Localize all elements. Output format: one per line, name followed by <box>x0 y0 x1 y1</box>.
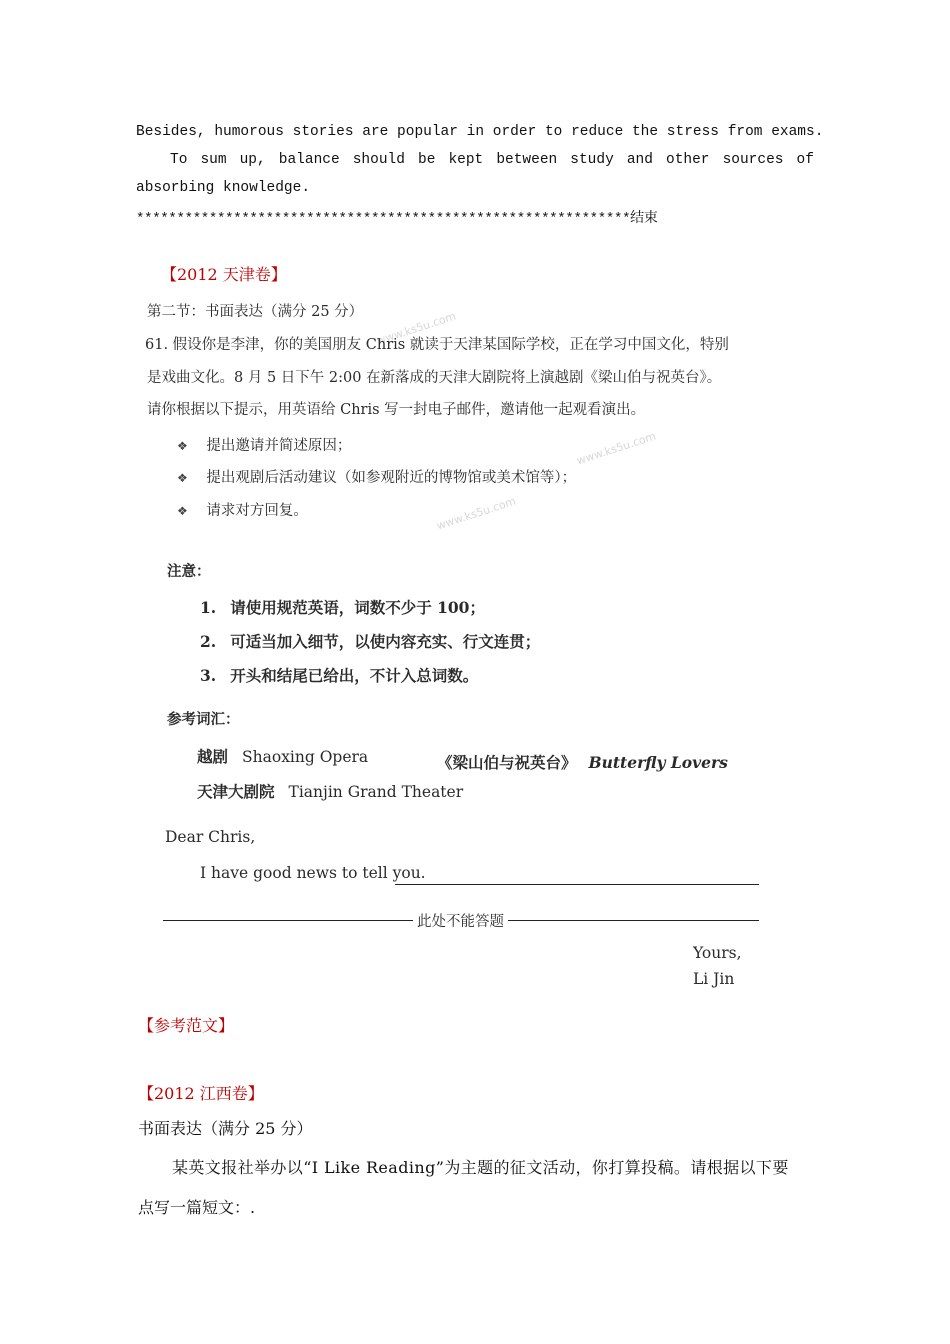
word: of <box>796 152 814 168</box>
hint-item: ❖ 提出邀请并简述原因； <box>177 438 352 454</box>
note-item: 2. 可适当加入细节，以使内容充实、行文连贯； <box>200 632 541 651</box>
section-title: 第二节：书面表达（满分 25 分） <box>147 304 364 320</box>
sample-essay-heading: 【参考范文】 <box>138 1016 235 1035</box>
letter-opening: I have good news to tell you. <box>200 864 426 882</box>
watermark: www.ks5u.com <box>435 494 518 533</box>
letter-closing: Yours, <box>693 944 742 962</box>
word: kept <box>448 152 484 168</box>
note-item: 3. 开头和结尾已给出，不计入总词数。 <box>200 666 479 685</box>
end-separator: *************************************************************结束 <box>136 211 658 227</box>
essay-line-3: absorbing knowledge. <box>136 180 311 196</box>
tianjin-heading: 【2012 天津卷】 <box>161 265 287 284</box>
note-item: 1. 请使用规范英语，词数不少于 100； <box>200 598 485 617</box>
jiangxi-prompt-line-1: 某英文报社举办以“I Like Reading”为主题的征文活动，你打算投稿。请根据以下要 <box>172 1158 789 1177</box>
word: and <box>626 152 653 168</box>
letter-salutation: Dear Chris, <box>165 828 256 846</box>
letter-signature: Li Jin <box>693 970 735 988</box>
jiangxi-heading: 【2012 江西卷】 <box>138 1084 264 1103</box>
diamond-bullet-icon: ❖ <box>177 439 188 453</box>
question-line-3: 请你根据以下提示，用英语给 Chris 写一封电子邮件，邀请他一起观看演出。 <box>147 402 646 418</box>
word: other <box>666 152 710 168</box>
vocab-title: 参考词汇： <box>167 711 240 728</box>
watermark: www.ks5u.com <box>575 429 658 468</box>
note-title: 注意： <box>167 563 211 580</box>
jiangxi-section: 书面表达（满分 25 分） <box>138 1119 313 1138</box>
hint-item: ❖ 请求对方回复。 <box>177 503 308 519</box>
watermark: www.ks5u.com <box>375 309 458 348</box>
hint-item: ❖ 提出观剧后活动建议（如参观附近的博物馆或美术馆等）； <box>177 470 577 486</box>
diamond-bullet-icon: ❖ <box>177 504 188 518</box>
word: sources <box>722 152 784 168</box>
word: should <box>352 152 405 168</box>
diamond-bullet-icon: ❖ <box>177 471 188 485</box>
vocab-item: 越剧 Shaoxing Opera <box>197 747 369 766</box>
word: between <box>496 152 558 168</box>
essay-line-1: Besides, humorous stories are popular in order to reduce the stress from exams. <box>136 124 824 140</box>
scanned-exam-image <box>145 292 785 992</box>
no-answer-note: 此处不能答题 <box>413 910 508 931</box>
question-line-2: 是戏曲文化。8 月 5 日下午 2:00 在新落成的天津大剧院将上演越剧《梁山伯与祝英台》。 <box>147 370 722 386</box>
essay-line-2 <box>170 152 814 168</box>
word: balance <box>278 152 340 168</box>
word: sum <box>200 152 227 168</box>
jiangxi-prompt-line-2: 点写一篇短文：. <box>138 1198 256 1217</box>
word: study <box>570 152 614 168</box>
question-line-1: 61. 假设你是李津，你的美国朋友 Chris 就读于天津某国际学校，正在学习中国文化，特别 <box>145 337 729 353</box>
word: be <box>418 152 436 168</box>
word: up, <box>239 152 266 168</box>
answer-line <box>395 884 759 885</box>
word: To <box>170 152 188 168</box>
vocab-item: 《梁山伯与祝英台》 Butterfly Lovers <box>437 753 728 772</box>
vocab-item: 天津大剧院 Tianjin Grand Theater <box>197 782 464 801</box>
